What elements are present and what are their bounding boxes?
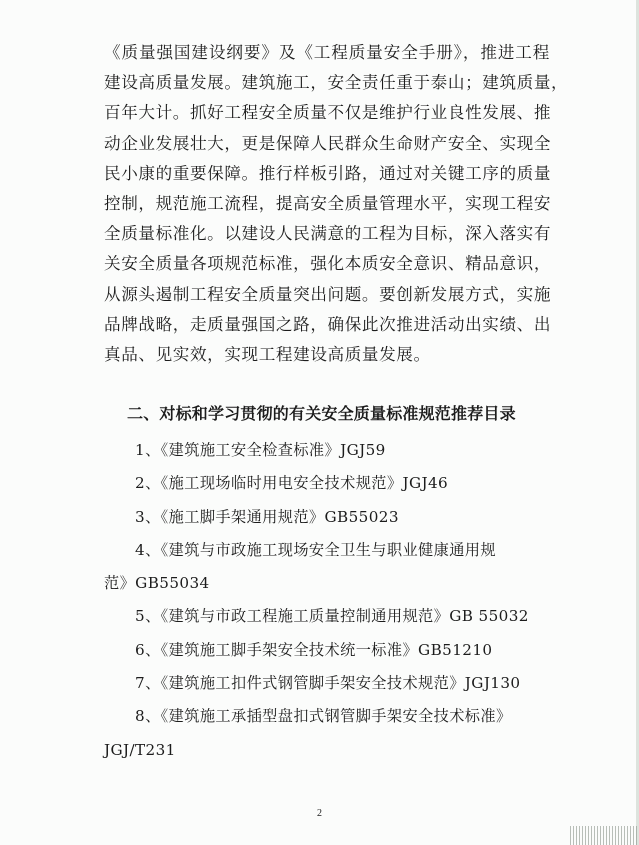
paragraph-line: 从源头遏制工程安全质量突出问题。要创新发展方式，实施: [104, 284, 552, 304]
paragraph-line: 控制，规范施工流程，提高安全质量管理水平，实现工程安: [104, 193, 552, 213]
list-item: 4、《建筑与市政施工现场安全卫生与职业健康通用规: [135, 540, 496, 559]
paragraph-line: 《质量强国建设纲要》及《工程质量安全手册》，推进工程: [104, 43, 550, 62]
list-item: 6、《建筑施工脚手架安全技术统一标准》GB51210: [135, 640, 493, 659]
paragraph-line: 关安全质量各项规范标准，强化本质安全意识、精品意识，: [104, 254, 552, 274]
paragraph-line: 动企业发展壮大，更是保障人民群众生命财产安全、实现全: [104, 133, 552, 153]
body-paragraph: [104, 38, 569, 370]
paragraph-line: 全质量标准化。以建设人民满意的工程为目标，深入落实有: [104, 224, 552, 244]
paragraph-line: 建设高质量发展。建筑施工，安全责任重于泰山；建筑质量，: [104, 73, 569, 93]
scan-artifact: [570, 826, 639, 845]
section-heading: 二、对标和学习贯彻的有关安全质量标准规范推荐目录: [127, 404, 516, 423]
paragraph-line: 品牌战略，走质量强国之路，确保此次推进活动出实绩、出: [104, 314, 552, 334]
paragraph-line: 民小康的重要保障。推行样板引路，通过对关键工序的质量: [104, 163, 552, 183]
paragraph-line: 百年大计。抓好工程安全质量不仅是维护行业良性发展、推: [104, 103, 552, 123]
list-item-continuation: JGJ/T231: [104, 740, 176, 759]
list-item-continuation: 范》GB55034: [104, 574, 210, 593]
list-item: 7、《建筑施工扣件式钢管脚手架安全技术规范》JGJ130: [135, 674, 521, 693]
paragraph-line: 真品、见实效，实现工程建设高质量发展。: [104, 344, 431, 364]
standards-list: [104, 434, 552, 767]
page-number: 2: [317, 808, 322, 819]
list-item: 2、《施工现场临时用电安全技术规范》JGJ46: [135, 474, 449, 493]
list-item: 5、《建筑与市政工程施工质量控制通用规范》GB 55032: [135, 607, 529, 626]
list-item: 8、《建筑施工承插型盘扣式钢管脚手架安全技术标准》: [135, 707, 512, 726]
list-item: 1、《建筑施工安全检查标准》JGJ59: [135, 441, 386, 459]
list-item: 3、《施工脚手架通用规范》GB55023: [135, 507, 399, 526]
